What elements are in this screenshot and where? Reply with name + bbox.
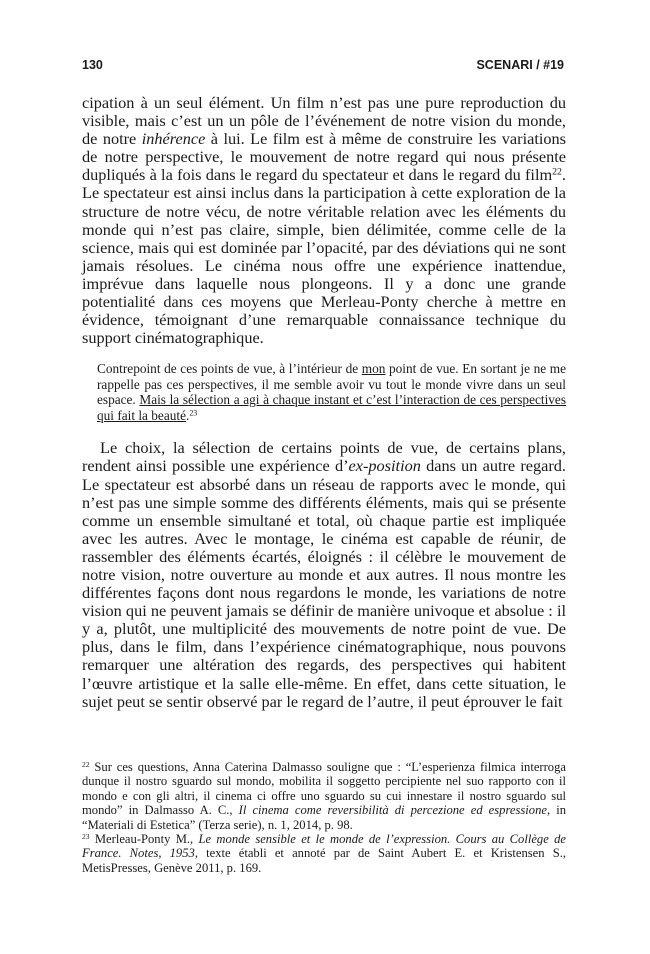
journal-title: SCENARI / #19	[476, 58, 564, 72]
italic-title: Il cinema come reversibilità di percezione ed espressione	[238, 803, 547, 818]
paragraph-2: Le choix, la sélection de certains points de vue, de certains plans, rendent ainsi possible une expérience d’ex-position dans un autre regard. Le spectateur est absorbé dans un réseau de rapports avec le monde, qui n’est pas une simple somme des différents éléments, mais qui se présente comme un ensemble simultané et total, où chaque partie est impliquée avec les autres. Avec le montage, le cinéma est capable de réunir, de rassembler des éléments écartés, éloignés : il célèbre le mouvement de notre vision, notre ouverture au monde et aux autres. Il nous montre les différentes façons dont nous regardons le monde, les variations de notre vision qui ne peuvent jamais se définir de manière univoque et absolue : il y a, plutôt, une multiplicité des mouvements de notre point de vue. De plus, dans le film, dans l’expérience cinématographique, nous pouvons remarquer une altération des regards, des perspectives qui habitent l’œuvre artistique et la salle elle-même. En effet, dans cette situation, le sujet peut se sentir observé par le regard de l’autre, il peut éprouver le fait	[82, 438, 567, 711]
italic-term: ex-position	[348, 456, 421, 476]
underlined-word: mon	[361, 361, 386, 377]
underlined-passage: Mais la sélection a agi à chaque instant et c’est l’interaction de ces perspectives qui fait la beauté	[97, 392, 566, 423]
footnote-ref-23[interactable]: 23	[189, 408, 198, 418]
block-quote: Contrepoint de ces points de vue, à l’intérieur de mon point de vue. En sortant je ne me rappelle pas ces perspectives, il me semble avoir vu tout le monde vivre dans un seul espace. Mais la sélection a agi à chaque instant et c’est l’interaction de ces perspectives qui fait la beauté.$^{23}$	[97, 361, 566, 423]
italic-term: inhérence	[141, 129, 206, 149]
main-text	[82, 94, 566, 711]
footnote-22: $^{22}$ Sur ces questions, Anna Caterina Dalmasso souligne que : “L’esperienza filmica interroga dunque il nostro sguardo sul mondo, mobilita il soggetto percipiente nel suo rapporto con il mondo e con gli altri, il cinema ci offre uno sguardo su cui innestare il nostro sguardo sul mondo” in Dalmasso A. C., Il cinema come reversibilità di percezione ed espressione, in “Materiali di Estetica” (Terza serie), n. 1, 2014, p. 98.	[82, 759, 567, 832]
italic-title: Le monde sensible et le monde de l’expression. Cours au Collège de France. Notes, 1953	[82, 832, 567, 861]
footnotes	[82, 760, 566, 875]
running-header	[82, 58, 564, 76]
page-number: 130	[82, 58, 103, 72]
footnote-marker: 23	[82, 831, 90, 841]
paragraph-1: cipation à un seul élément. Un film n’est pas une pure reproduction du visible, mais c’est un un pôle de l’événement de notre vision du monde, de notre inhérence à lui. Le film est à même de construire les variations de notre perspective, le mouvement de notre regard qui nous présente dupliqués à la fois dans le regard du spectateur et dans le regard du film$^{22}$. Le spectateur est ainsi inclus dans la participation à cette exploration de la structure de notre vécu, de notre véritable relation avec les éléments du monde qui n’est pas claire, simple, bien délimitée, comme celle de la science, mais qui est dominée par l’opacité, par des déviations qui ne sont jamais résolues. Le cinéma nous offre une expérience inattendue, imprévue dans laquelle nous plongeons. Il y a donc une grande potentialité dans ces moyens que Merleau-Ponty cherche à mettre en évidence, témoignant d’une remarquable connaissance technique du support cinématographique.	[82, 93, 566, 348]
footnote-ref-22[interactable]: 22	[552, 167, 562, 178]
footnote-marker: 22	[82, 759, 90, 769]
footnote-23: $^{23}$ Merleau-Ponty M., Le monde sensible et le monde de l’expression. Cours au Collège de France. Notes, 1953, texte établi et annoté par de Saint Aubert E. et Kristensen S., MetisPresses, Genève 2011, p. 169.	[82, 831, 567, 875]
